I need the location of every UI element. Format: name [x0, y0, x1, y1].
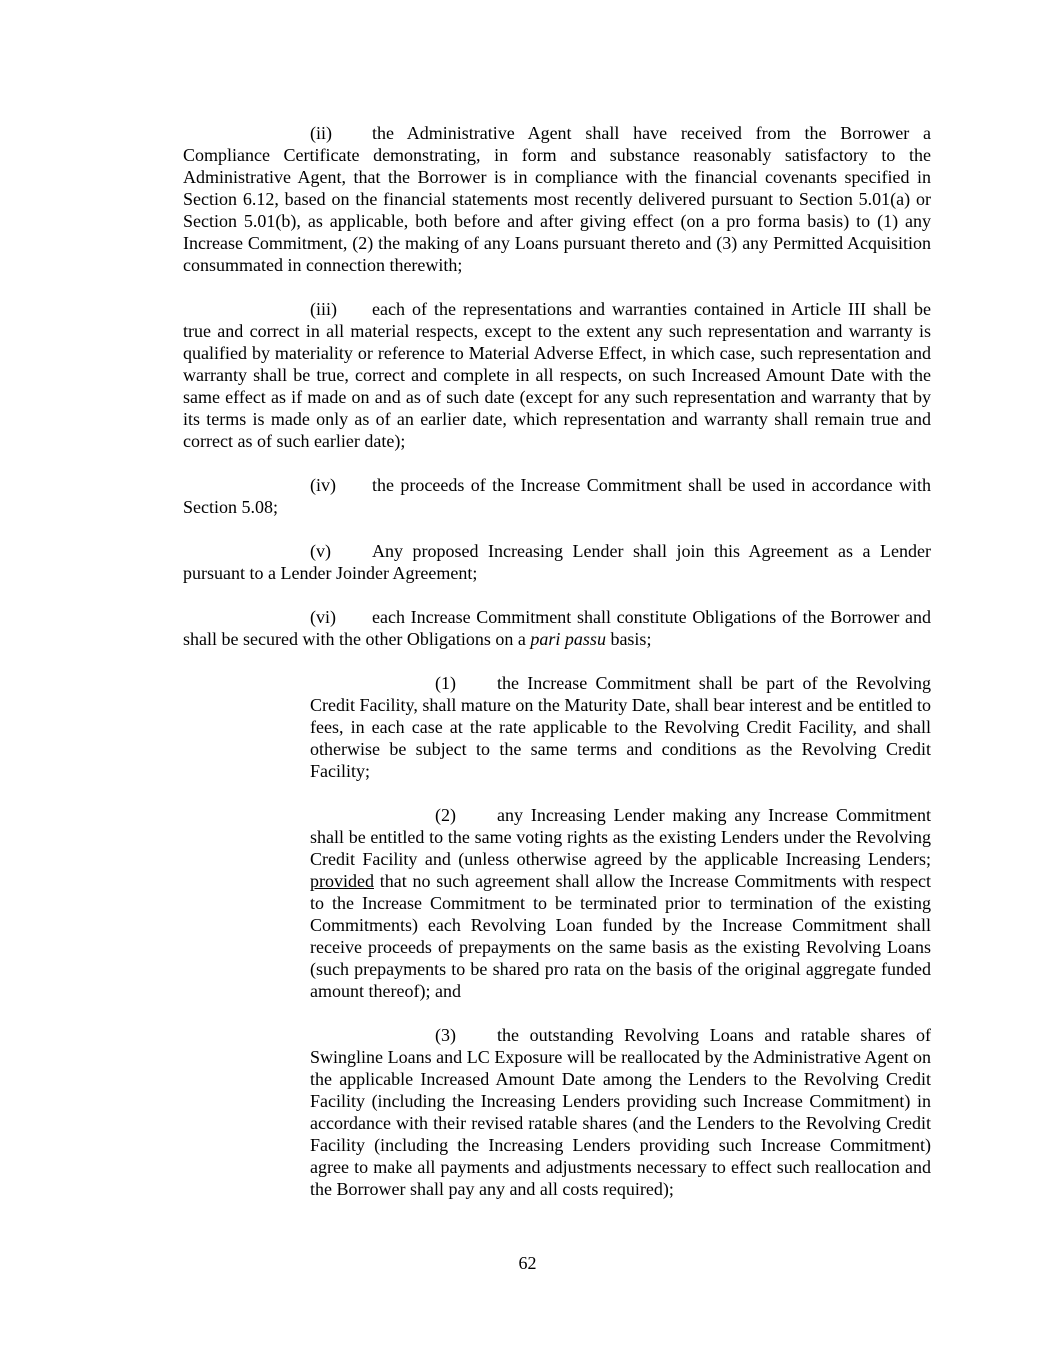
- clause-marker-1: (1): [435, 673, 456, 693]
- clause-marker-2: (2): [435, 805, 456, 825]
- clause-text: each of the representations and warranties contained in Article III shall be true and correct in all material respects, except to the extent any such representation and warranty is qualified by materiality or reference to Material Adverse Effect, in which case, such representation and warranty shall be true, correct and complete in all respects, on such Increased Amount Date with the same effect as if made on and as of such date (except for any such representation and warranty that by its terms is made only as of an earlier date, which representation and warranty shall remain true and correct as of such earlier date);: [183, 299, 931, 451]
- clause-text-underlined: provided: [310, 871, 374, 891]
- paragraph-1: [310, 672, 931, 782]
- clause-text: that no such agreement shall allow the Increase Commitments with respect to the Increase Commitment to be terminated prior to termination of the existing Commitments) each Revolving Loan funded by the Increase Commitment shall receive proceeds of prepayments on the same basis as the existing Revolving Loans (such prepayments to be shared pro rata on the basis of the original aggregate funded amount thereof); and: [310, 871, 931, 1001]
- clause-text: the outstanding Revolving Loans and ratable shares of Swingline Loans and LC Exposure will be reallocated by the Administrative Agent on the applicable Increased Amount Date among the Lenders to the Revolving Credit Facility (including the Increasing Lenders providing such Increase Commitment) in accordance with their revised ratable shares (and the Lenders to the Revolving Credit Facility (including the Increasing Lenders providing such Increase Commitment) agree to make all payments and adjustments necessary to effect such reallocation and the Borrower shall pay any and all costs required);: [310, 1025, 931, 1199]
- clause-text: the Administrative Agent shall have received from the Borrower a Compliance Certificate demonstrating, in form and substance reasonably satisfactory to the Administrative Agent, that the Borrower is in compliance with the financial covenants specified in Section 6.12, based on the financial statements most recently delivered pursuant to Section 5.01(a) or Section 5.01(b), as applicable, both before and after giving effect (on a pro forma basis) to (1) any Increase Commitment, (2) the making of any Loans pursuant thereto and (3) any Permitted Acquisition consummated in connection therewith;: [183, 123, 931, 275]
- clause-marker-iv: (iv): [310, 475, 336, 495]
- clause-text: each Increase Commitment shall constitute Obligations of the Borrower and shall be secured with the other Obligations on a: [183, 607, 931, 649]
- clause-marker-iii: (iii): [310, 299, 337, 319]
- paragraph-vi: [183, 606, 931, 650]
- clause-text: Any proposed Increasing Lender shall join this Agreement as a Lender pursuant to a Lender Joinder Agreement;: [183, 541, 931, 583]
- paragraph-iv: [183, 474, 931, 518]
- clause-marker-3: (3): [435, 1025, 456, 1045]
- clause-text-italic: pari passu: [530, 629, 606, 649]
- page-number: 62: [518, 1253, 537, 1273]
- paragraph-3: [310, 1024, 931, 1200]
- paragraph-v: [183, 540, 931, 584]
- clause-marker-vi: (vi): [310, 607, 336, 627]
- paragraph-iii: [183, 298, 931, 452]
- paragraph-2: [310, 804, 931, 1002]
- paragraph-ii: [183, 122, 931, 276]
- page-footer: [0, 1252, 1055, 1274]
- clause-text: basis;: [605, 629, 652, 649]
- clause-marker-v: (v): [310, 541, 331, 561]
- clause-text: any Increasing Lender making any Increase Commitment shall be entitled to the same voting rights as the existing Lenders under the Revolving Credit Facility and (unless otherwise agreed by the applicable Increasing Lenders;: [310, 805, 931, 869]
- clause-text: the proceeds of the Increase Commitment shall be used in accordance with Section 5.08;: [183, 475, 931, 517]
- document-body: [183, 122, 931, 1222]
- clause-text: the Increase Commitment shall be part of the Revolving Credit Facility, shall mature on the Maturity Date, shall bear interest and be entitled to fees, in each case at the rate applicable to the Revolving Credit Facility, and shall otherwise be subject to the same terms and conditions as the Revolving Credit Facility;: [310, 673, 931, 781]
- clause-marker-ii: (ii): [310, 123, 332, 143]
